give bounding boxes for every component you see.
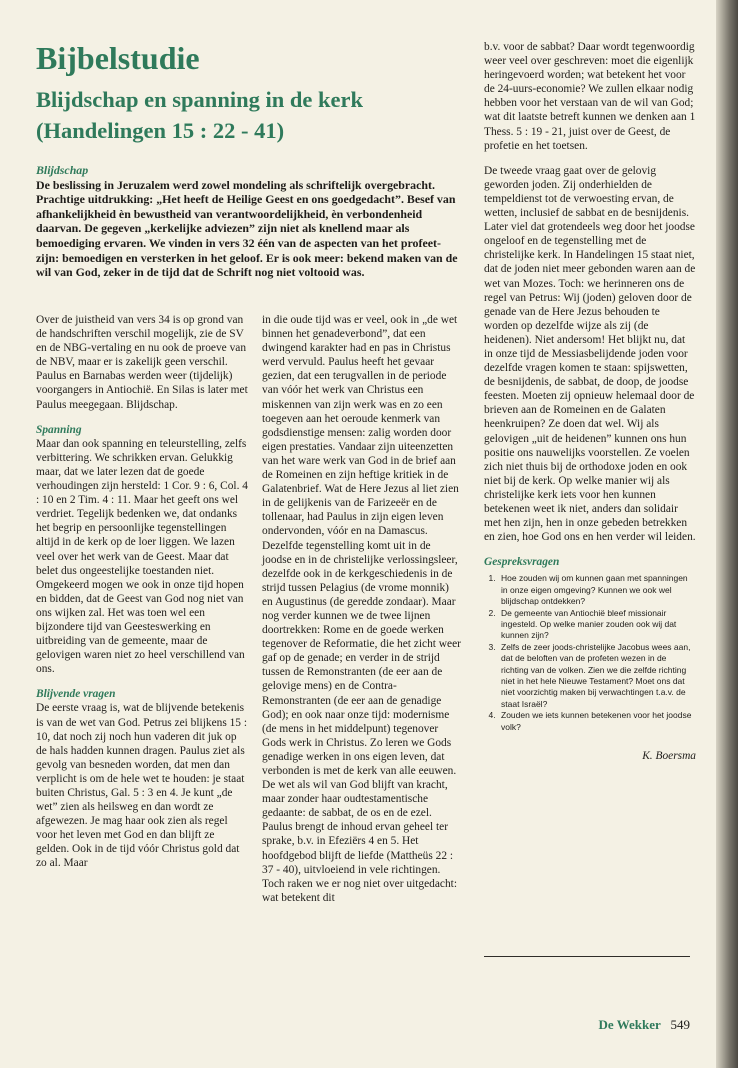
question-item: 2. De gemeente van Antiochië bleef missionair ingesteld. Op welke manier zouden ook wij dat kunnen zijn? <box>498 608 696 642</box>
body-paragraph: De eerste vraag is, wat de blijvende betekenis is van de wet van God. Petrus zei blijkens 15 : 10, dat noch zij noch hun vaderen dit juk op de hals hadden kunnen dragen. Paulus ziet als gevolg van besneden worden, dat men dan verplicht is om de hele wet te houden: je staat buiten Christus, Gal. 5 : 3 en 4. Je kunt „de wet” zien als heilsweg en dan wordt ze afgewezen. Je mag haar ook zien als regel voor het leven met God en dan blijft ze gelden. Ook in de tijd vóór Christus gold dat zo al. Maar <box>36 702 248 870</box>
author-signature: K. Boersma <box>642 750 696 763</box>
section-heading-spanning: Spanning <box>36 423 82 436</box>
page-binding-edge <box>716 0 738 1068</box>
magazine-name: De Wekker <box>598 1017 661 1032</box>
body-paragraph: Over de juistheid van vers 34 is op grond van de handschriften verschil mogelijk, zie de SV en de NBG-vertaling en nu ook de proeve van de NBV, maar er is zakelijk geen verschil. Paulus en Barnabas werden weer (tijdelijk) voorgangers in Antiochië. En Silas is later met Paulus meegegaan. Blijdschap. <box>36 314 248 411</box>
section-heading-blijvende-vragen: Blijvende vragen <box>36 688 116 701</box>
page-subtitle: Blijdschap en spanning in de kerk (Handelingen 15 : 22 - 41) <box>36 87 363 143</box>
body-paragraph: Maar dan ook spanning en teleurstelling, zelfs verbittering. We schrikken ervan. Gelukkig maar, dat we later lezen dat de goede verhoudingen zijn hersteld: 1 Cor. 9 : 6, Col. 4 : 10 en 2 Tim. 4 : 11. Maar het geeft ons wel verdriet. Tegelijk bedenken we, dat ondanks het begrip en persoonlijke tegenstellingen altijd in de kerk op de loer liggen. We lazen veel over het werk van de Geest. Maar dat belet dus ongeestelijke toestanden niet. Omgekeerd mogen we ook in onze tijd hopen en bidden, dat de Geest van God nog niet van ons wijken zal. Het was toen wel een bijzondere tijd van Geesteswerking en uitbreiding van de gemeente, maar de gelovigen waren niet zo heel verschillend van ons. <box>36 437 248 676</box>
page-footer <box>599 1017 690 1033</box>
page-number: 549 <box>670 1017 690 1032</box>
lead-label: Blijdschap <box>36 163 89 177</box>
page-title: Bijbelstudie <box>36 40 200 76</box>
lead-paragraph <box>36 163 462 280</box>
question-list <box>484 573 696 733</box>
section-heading-gespreksvragen: Gespreksvragen <box>484 556 560 569</box>
body-paragraph: in die oude tijd was er veel, ook in „de wet binnen het genadeverbond”, dat een dwingend karakter had en pas in Christus werd vervuld. Paulus heeft het gevaar gezien, dat een terugvallen in de periode van vóór het werk van Christus een miskennen van zijn werk was en zo een toegeven aan het oeroude kenmerk van godsdienstige mensen: zalig worden door eigen prestaties. Vandaar zijn uiteenzetten van het ware werk van God in de brief aan de Romeinen en zijn heftige kritiek in de Galatenbrief. Wat de Here Jezus al liet zien in de gelijkenis van de Farizeeër en de tollenaar, had Paulus in zijn eigen leven ondervonden, vóór en na Damascus. Dezelfde tegenstelling komt uit in de joodse en in de christelijke verlossingsleer, dezelfde ook in de kerkgeschiedenis in de strijd tussen Pelagius (de vrome monnik) en Augustinus (de geredde zondaar). Maar nog verder kunnen we de twee lijnen doortrekken: Rome en de goede werken tegenover de Reformatie, die het zicht weer gaf op de genade; en verder in de strijd tussen de Remonstranten (de eer aan de gelovige mens) en de Contra-Remonstranten (de eer aan de genadige God); en ook naar onze tijd: modernisme (de mens in het middelpunt) tegenover Gods werk in Christus. Zo leren we Gods genadige werken in ons eigen leven, dat verbonden is met de kerk van alle eeuwen. De wet als wil van God blijft van kracht, maar zonder haar oudtestamentische gedaante: de sabbat, de os en de ezel. Paulus brengt de inhoud ervan geheel ter sprake, b.v. in Efeziërs 4 en 5. Het hoofdgebod blijft de liefde (Mattheüs 22 : 37 - 40), uitvloeiend in vele richtingen. Toch raken we er nog niet over uitgedacht: wat betekent dit <box>262 314 461 904</box>
question-item: 4. Zouden we iets kunnen betekenen voor het joodse volk? <box>498 710 696 733</box>
lead-text: De beslissing in Jeruzalem werd zowel mondeling als schriftelijk overgebracht. Prachtige uitdrukking: „Het heeft de Heilige Geest en ons goedgedacht”. Besef van afhankelijkheid èn bewustheid van verantwoordelijkheid, èn verbondenheid daarvan. De gegeven „kerkelijke adviezen” zijn niet als knellend maar als bemoediging ervaren. We vinden in vers 32 één van de aspecten van het profeet-zijn: bemoedigen en versterken in het geloof. Er is ook meer: bekend maken van de wil van God, zeker in de tijd dat de Schrift nog niet voltooid was. <box>36 177 458 280</box>
column-3 <box>484 40 696 763</box>
column-2 <box>262 313 462 905</box>
column-1 <box>36 313 250 871</box>
body-paragraph: b.v. voor de sabbat? Daar wordt tegenwoordig weer veel over geschreven: moet die eigenlijk heringevoerd worden; wat betekent het voor de 24-uurs-economie? We zullen elkaar nodig hebben voor het verstaan van de wil van God; wat dit laatste betreft kunnen we denken aan 1 Thess. 5 : 19 - 21, juist over de Geest, de profetie en het toetsen. <box>484 41 696 152</box>
footer-rule <box>484 956 690 957</box>
body-paragraph: De tweede vraag gaat over de gelovig geworden joden. Zij onderhielden de tempeldienst tot de verwoesting ervan, de wetten, inclusief de sabbat en de besnijdenis. Later viel dat grotendeels weg door het joodse ongeloof en de tegenstelling met de christelijke kerk. In Handelingen 15 staat niet, dat de joden niet meer gebonden waren aan de wet van Mozes. Toch: we herinneren ons de regel van Petrus: Wij (joden) geloven door de genade van de Here Jezus behouden te worden op dezelfde wijze als zij (de heidenen). Niet andersom! Het blijkt nu, dat in onze tijd de Messiasbelijdende joden voor dezelfde vragen komen te staan: spijswetten, de besnijdenis, de sabbat, de doop, de joodse feesten. Moeten zij opnieuw helemaal door de brieven aan de Romeinen en de Galaten heenkruipen? Ze doen dat wel. Wij als gelovigen „uit de heidenen” kunnen ons hun positie ons nauwelijks voorstellen. Ze voelen zich niet thuis bij de orthodoxe joden en ook niet bij de kerk. Op welke manier wij als christelijke kerk iets voor hen kunnen betekenen weet ik niet, anders dan solidair met hen zijn, hen in onze gebeden betrekken en zien, hoe God ons en hen verder wil leiden. <box>484 164 696 544</box>
question-item: 1. Hoe zouden wij om kunnen gaan met spanningen in onze eigen omgeving? Kunnen we ook wel blijdschap ontdekken? <box>498 573 696 607</box>
question-item: 3. Zelfs de zeer joods-christelijke Jacobus wees aan, dat de beloften van de profeten wezen in de richting van de volken. Zien we die zelfde richting niet in het hele Nieuwe Testament? Moet ons dat niet voorzichtig maken bij verwachtingen t.a.v. de staat Israël? <box>498 642 696 710</box>
